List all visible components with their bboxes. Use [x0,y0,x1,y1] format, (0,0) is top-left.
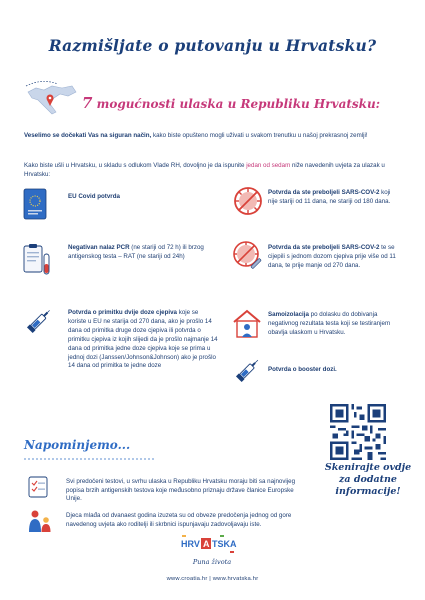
item-two-doses-bold: Potvrda o primitku dvije doze cjepiva [68,309,177,316]
intro-condition-highlight: jedan od sedam [246,162,291,169]
item-two-doses-rest: koje se koriste u EU ne starija od 270 dana, ako je prošlo 14 dana od primitka druge doze cjepiva ili potvrda o primitku cjepiva iz kojih slijedi da je prošlo najmanje 14 dana od primitka jedne doze cjepiva koje se prima u jednoj dozi (Janssen/Johnson&Johnson) ako je prošlo 14 dana od primitka te jedne doze [68,309,218,370]
qr-code[interactable] [330,404,386,460]
intro-rest: kako biste opušteno mogli uživati u svakom trenutku u našoj prekrasnoj zemlji! [151,132,368,139]
item-negative-test-rest: (ne stariji od 72 h) ili brzog antigenskog testa – RAT (ne stariji od 24h) [68,244,204,260]
eu-certificate-icon [22,187,50,221]
item-booster-bold: Potvrda o booster dozi. [268,366,337,373]
item-recovered-dose-rest: te se cijepili s jednom dozom cjepiva prije više od 11 dana, te prije manje od 270 dana. [268,244,396,269]
svg-text:TSKA: TSKA [212,539,237,549]
checklist-icon [26,474,52,500]
svg-text:A: A [203,539,210,549]
intro-condition-a: Kako biste ušli u Hrvatsku, u skladu s odlukom Vlade RH, dovoljno je da ispunite [24,162,247,169]
item-recovered [268,189,398,207]
notes-title: Napominjemo... [24,438,131,452]
brand-tagline: Puna života [192,558,232,566]
note-tests: Svi predočeni testovi, u svrhu ulaska u Republiku Hrvatsku moraju biti sa najnovijeg popisa brzih antigenskih testova koje međusobno priznaju države članice Europske Unije. [66,478,296,503]
item-booster [268,366,398,375]
intro-condition-b: niže navedenih uvjeta za ulazak u Hrvatsku: [24,162,385,178]
svg-text:HRV: HRV [181,539,200,549]
booster-syringe-icon [234,356,262,384]
house-isolation-icon [230,307,264,339]
scan-callout [318,462,418,498]
intro-paragraph [24,132,402,141]
item-recovered-dose-bold: Potvrda da ste preboljeli SARS-COV-2 [268,244,380,251]
item-negative-test-bold: Negativan nalaz PCR [68,244,130,251]
page-title: Razmišljate o putovanju u Hrvatsku? [48,36,377,55]
recovered-vaccinated-icon [232,240,264,276]
item-eu-covid [68,193,208,202]
test-clipboard-icon [22,242,54,278]
item-two-doses [68,309,218,371]
scan-line-3: informacije! [335,486,401,497]
intro-bold: Veselimo se dočekati Vas na siguran način, [24,132,152,139]
notes-divider [24,456,154,462]
intro-condition [24,162,402,179]
item-eu-covid-bold: EU Covid potvrda [68,193,120,200]
family-icon [26,508,54,534]
item-recovered-bold: Potvrda da ste preboljeli SARS-COV-2 [268,189,380,196]
syringe-icon [24,306,54,336]
hrvatska-logo-icon [180,532,244,556]
website-link[interactable]: www.croatia.hr | www.hrvatska.hr [166,576,259,582]
recovered-virus-icon [232,185,264,217]
item-self-isolation-rest: po dolasku do dobivanja negativnog rezultata testa koji se testiranjem obavlja ulaskom u Hrvatsku. [268,311,391,336]
subtitle [82,94,380,112]
subtitle-text: mogućnosti ulaska u Republiku Hrvatsku: [92,97,381,111]
scan-line-2: za dodatne [339,474,397,485]
scan-line-1: Skenirajte ovdje [324,462,412,473]
item-self-isolation [268,311,398,338]
subtitle-number: 7 [82,94,93,112]
item-recovered-dose [268,244,398,271]
croatia-map-icon [22,80,80,120]
item-negative-test [68,244,213,262]
item-self-isolation-bold: Samoizolacija [268,311,309,318]
note-children: Djeca mlađa od dvanaest godina izuzeta su od obveze predočenja jednog od gore navedenog uvjeta ako roditelji ili skrbnici ispunjavaju zadovoljavaju iste. [66,512,292,528]
item-recovered-rest: koji nije stariji od 11 dana, ne stariji od 180 dana. [268,189,391,205]
